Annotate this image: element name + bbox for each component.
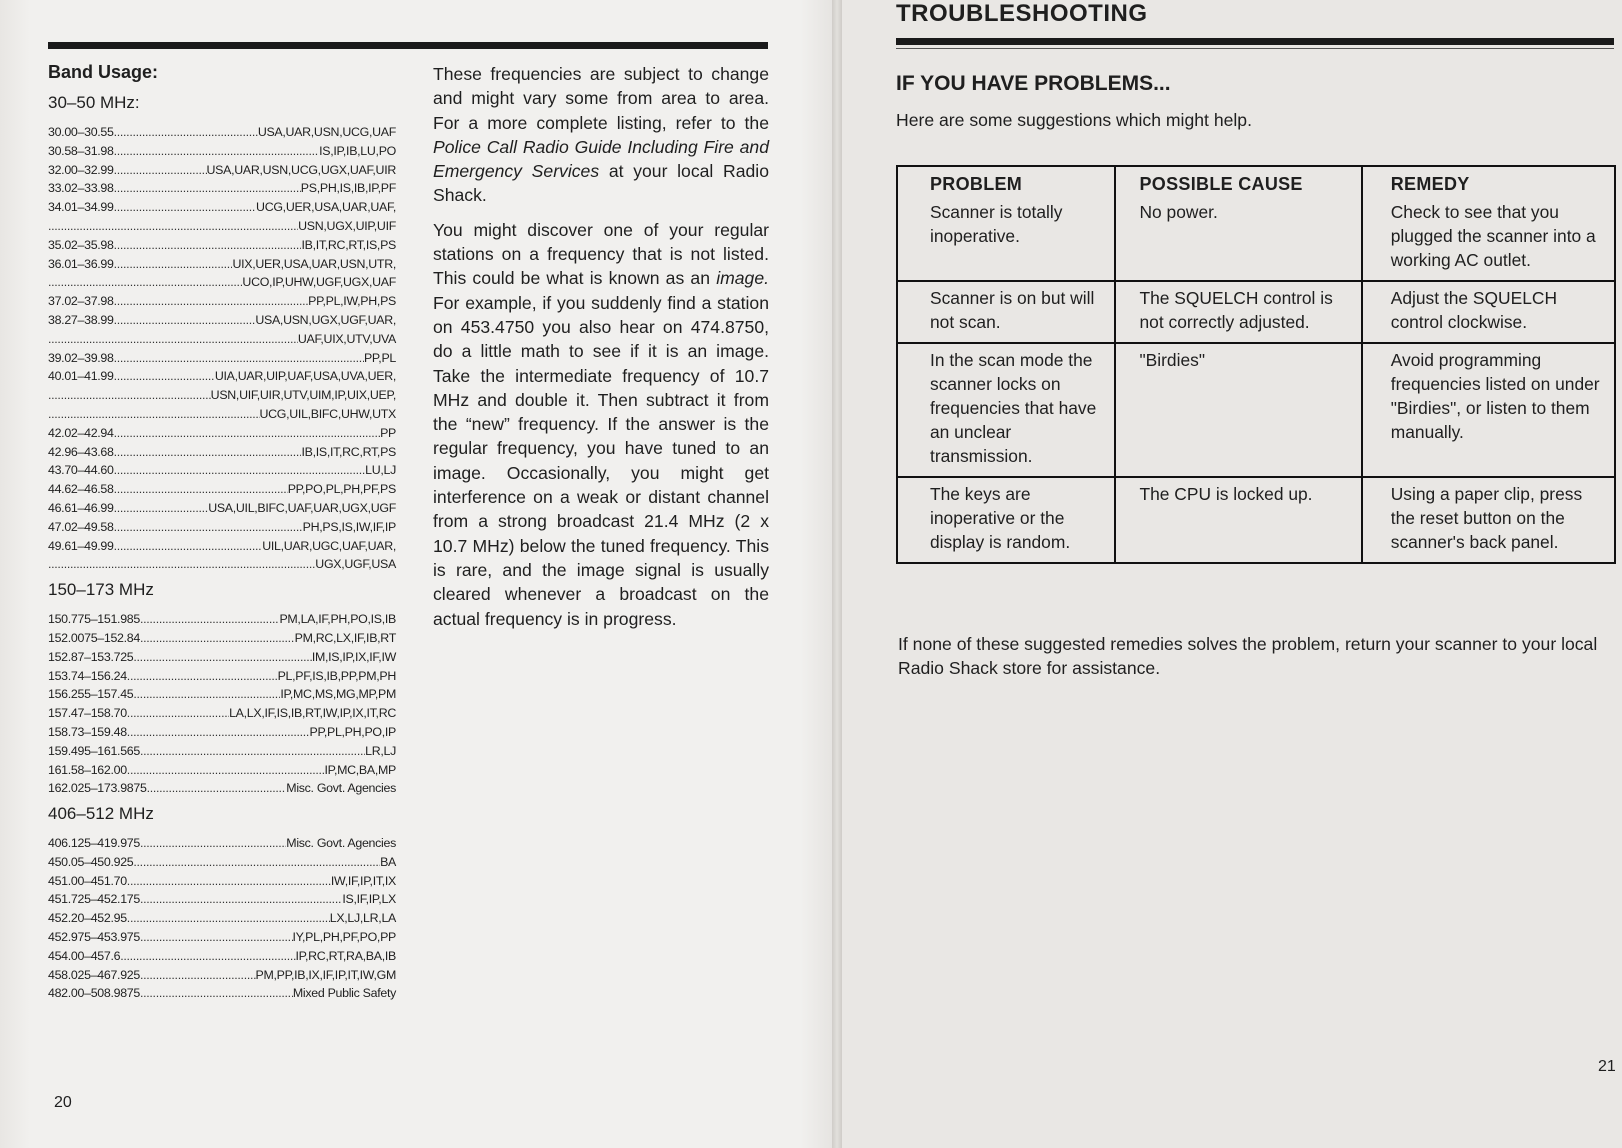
band-row [48,890,396,909]
cell-cause [1115,196,1362,281]
service-codes: PP,PL,PH,PO,IP [309,724,396,739]
service-codes: LU,LJ [365,463,396,478]
cell-remedy [1362,281,1615,343]
dot-leader [114,255,233,274]
band-frequency: 32.00–32.99 [48,162,114,177]
band-row [48,142,396,161]
band-heading: 150–173 MHz [48,580,154,600]
cell-problem [897,343,1115,477]
band-row [48,834,396,853]
band-frequency: 30.58–31.98 [48,143,114,158]
dot-leader [140,742,365,761]
dot-leader [114,537,263,556]
dot-leader [127,667,278,686]
band-row [48,984,396,1003]
paragraph-1-text-b: at your local Radio Shack. [433,161,769,206]
dot-leader [133,648,311,667]
band-frequency: 454.00–457.6 [48,948,121,963]
band-row [48,255,396,274]
service-codes: LX,LJ,LR,LA [329,911,396,926]
service-codes: PM,RC,LX,IF,IB,RT [294,630,396,645]
service-codes: UIX,UER,USA,UAR,USN,UTR, [232,256,396,271]
dot-leader [127,723,310,742]
band-row [48,648,396,667]
service-codes: UIA,UAR,UIP,UAF,USA,UVA,UER, [214,369,396,384]
band-frequency: 152.0075–152.84 [48,630,140,645]
band-row [48,217,396,236]
band-usage-sections [48,93,396,1003]
dot-leader [147,779,287,798]
dot-leader [140,928,293,947]
dot-leader [48,405,260,424]
dot-leader [114,142,320,161]
paragraph-1-text-a: These frequencies are subject to change and might vary some from area to area. For a more complete listing, refer to the [433,64,769,133]
cell-remedy [1362,477,1615,563]
band-row [48,499,396,518]
band-row [48,123,396,142]
band-frequency: 35.02–35.98 [48,237,114,252]
band-row [48,779,396,798]
service-codes: IB,IT,RC,RT,IS,PS [301,237,396,252]
cell-cause [1115,343,1362,477]
dot-leader [114,123,258,142]
paragraph-1-italic: Police Call Radio Guide Including Fire and Emergency Services [433,136,769,182]
service-codes: UCG,UER,USA,UAR,UAF, [256,200,396,215]
intro-text: Here are some suggestions which might help. [896,110,1252,130]
band-frequency: 452.20–452.95 [48,911,127,926]
band-frequency: 482.00–508.9875 [48,986,140,1001]
band-usage-column [48,62,396,1003]
service-codes: USN,UGX,UIP,UIF [298,218,396,233]
table-header-row [897,166,1615,196]
band-frequency: 33.02–33.98 [48,181,114,196]
band-frequency: 38.27–38.99 [48,312,114,327]
band-frequency: 46.61–46.99 [48,500,114,515]
dot-leader [114,518,303,537]
band-row [48,761,396,780]
dot-leader [48,330,298,349]
cell-problem-text: Scanner is totally inoperative. [930,202,1063,246]
band-row [48,480,396,499]
service-codes: IP,RC,RT,RA,BA,IB [295,948,396,963]
service-codes: USN,UIF,UIR,UTV,UIM,IP,UIX,UEP, [210,388,396,403]
cell-cause-text: The SQUELCH control is not correctly adjusted. [1139,288,1333,332]
band-frequency: 44.62–46.58 [48,482,114,497]
band-row [48,928,396,947]
band-frequency: 156.255–157.45 [48,687,134,702]
band-row [48,629,396,648]
band-heading: 30–50 MHz: [48,93,140,112]
band-frequency: 49.61–49.99 [48,538,114,553]
band-row [48,909,396,928]
dot-leader [114,424,380,443]
service-codes: Misc. Govt. Agencies [286,781,396,796]
dot-leader [127,761,325,780]
service-codes: IP,MC,BA,MP [324,762,396,777]
service-codes: PP,PL [363,350,396,365]
dot-leader [140,984,293,1003]
dot-leader [114,311,256,330]
band-row [48,853,396,872]
cell-problem [897,477,1115,563]
service-codes: UIL,UAR,UGC,UAF,UAR, [262,538,396,553]
dot-leader [114,198,256,217]
band-row [48,161,396,180]
page-number-left: 20 [54,1094,72,1111]
band-row [48,966,396,985]
table-row [897,477,1615,563]
dot-leader [114,179,301,198]
table-body [897,196,1615,563]
cell-problem [897,281,1115,343]
band-row [48,198,396,217]
service-codes: USA,UAR,USN,UCG,UAF [257,125,396,139]
dot-leader [114,292,309,311]
band-row [48,311,396,330]
paragraph-1 [433,62,769,208]
band-row [48,518,396,537]
dot-leader [120,947,295,966]
page-number-right: 21 [1598,1058,1616,1075]
header-cause: POSSIBLE CAUSE [1115,166,1362,196]
band-row [48,872,396,891]
dot-leader [133,685,280,704]
band-row [48,367,396,386]
cell-remedy-text: Avoid programming frequencies listed on under "Birdies", or listen to them manually. [1390,350,1600,442]
band-row [48,461,396,480]
paragraph-2-italic: image. [716,268,769,289]
frequency-notes [433,62,769,641]
service-codes: PM,PP,IB,IX,IF,IP,IT,IW,GM [255,967,396,982]
dot-leader [48,273,242,292]
band-frequency: 458.025–467.925 [48,967,140,982]
dot-leader [48,555,315,574]
band-frequency: 451.725–452.175 [48,892,140,907]
dot-leader [127,872,331,891]
band-frequency: 162.025–173.9875 [48,781,147,796]
band-row [48,179,396,198]
band-frequency: 153.74–156.24 [48,668,127,683]
service-codes: LR,LJ [365,743,396,758]
page-title: TROUBLESHOOTING [896,0,1148,27]
troubleshooting-table [896,165,1616,564]
dot-leader [140,966,256,985]
service-codes: IS,IF,IP,LX [342,892,396,907]
cell-problem-text: In the scan mode the scanner locks on frequencies that have an unclear transmission. [930,350,1097,466]
cell-problem [897,196,1115,281]
band-row [48,723,396,742]
band-frequency: 42.02–42.94 [48,425,114,440]
band-frequency: 152.87–153.725 [48,649,134,664]
service-codes: USA,UIL,BIFC,UAF,UAR,UGX,UGF [208,500,396,515]
service-codes: IB,IS,IT,RC,RT,PS [301,444,396,459]
band-frequency: 161.58–162.00 [48,762,127,777]
band-frequency: 43.70–44.60 [48,463,114,478]
band-frequency: 37.02–37.98 [48,294,114,309]
dot-leader [140,890,342,909]
service-codes: Mixed Public Safety [292,986,396,1001]
dot-leader [127,909,330,928]
band-row [48,330,396,349]
service-codes: IS,IP,IB,LU,PO [319,143,396,158]
section-heading: IF YOU HAVE PROBLEMS... [896,72,1171,95]
table-row [897,196,1615,281]
service-codes: PS,PH,IS,IB,IP,PF [300,181,396,196]
dot-leader [114,480,288,499]
header-rule-right-thin [896,48,1614,49]
dot-leader [114,161,207,180]
band-frequency: 158.73–159.48 [48,724,127,739]
service-codes: IW,IF,IP,IT,IX [330,873,396,888]
service-codes: IM,IS,IP,IX,IF,IW [311,649,396,664]
header-rule [48,42,768,49]
band-row [48,555,396,574]
dot-leader [48,386,211,405]
band-frequency: 34.01–34.99 [48,200,114,215]
service-codes: PP,PL,IW,PH,PS [308,294,396,309]
dot-leader [140,834,286,853]
header-rule-right [896,38,1614,45]
dot-leader [114,367,215,386]
band-frequency: 40.01–41.99 [48,369,114,384]
cell-cause [1115,477,1362,563]
band-row [48,443,396,462]
band-frequency: 42.96–43.68 [48,444,114,459]
cell-remedy [1362,343,1615,477]
paragraph-2 [433,218,769,631]
paragraph-2-text-a: You might discover one of your regular stations on a frequency that is not listed. This could be what is known as an [433,219,769,289]
band-frequency: 451.00–451.70 [48,873,127,888]
service-codes: IY,PL,PH,PF,PO,PP [292,930,396,945]
band-row [48,537,396,556]
service-codes: USA,USN,UGX,UGF,UAR, [255,312,396,327]
band-frequency: 39.02–39.98 [48,350,114,365]
service-codes: PP [380,425,396,440]
dot-leader [114,499,209,518]
table-row [897,343,1615,477]
band-row [48,424,396,443]
service-codes: PL,PF,IS,IB,PP,PM,PH [277,668,396,683]
service-codes: BA [380,854,396,869]
band-row [48,349,396,368]
band-row [48,386,396,405]
dot-leader [114,443,302,462]
cell-remedy-text: Using a paper clip, press the reset button on the scanner's back panel. [1390,484,1583,552]
cell-remedy-text: Check to see that you plugged the scanner into a working AC outlet. [1390,202,1596,270]
cell-cause-text: The CPU is locked up. [1139,484,1313,504]
band-row [48,610,396,629]
cell-problem-text: The keys are inoperative or the display is random. [930,484,1071,552]
service-codes: UGX,UGF,USA [315,557,396,572]
band-frequency: 47.02–49.58 [48,519,114,534]
service-codes: PM,LA,IF,PH,PO,IS,IB [279,612,396,627]
band-row [48,292,396,311]
band-frequency: 406.125–419.975 [48,836,140,851]
band-frequency: 159.495–161.565 [48,743,140,758]
band-frequency: 36.01–36.99 [48,256,114,271]
header-remedy: REMEDY [1362,166,1615,196]
service-codes: PH,PS,IS,IW,IF,IP [302,519,396,534]
cell-cause-text: "Birdies" [1139,350,1206,370]
table-row [897,281,1615,343]
band-row [48,685,396,704]
dot-leader [140,629,295,648]
cell-cause [1115,281,1362,343]
band-frequency: 450.05–450.925 [48,854,134,869]
dot-leader [133,853,380,872]
cell-cause-text: No power. [1139,202,1218,222]
band-row [48,704,396,723]
cell-problem-text: Scanner is on but will not scan. [930,288,1095,332]
dot-leader [114,461,366,480]
service-codes: UCG,UIL,BIFC,UHW,UTX [259,406,396,421]
service-codes: LA,LX,IF,IS,IB,RT,IW,IP,IX,IT,RC [229,706,396,721]
band-row [48,405,396,424]
service-codes: UAF,UIX,UTV,UVA [297,331,396,346]
header-problem: PROBLEM [897,166,1115,196]
service-codes: PP,PO,PL,PH,PF,PS [287,482,396,497]
cell-remedy [1362,196,1615,281]
closing-text: If none of these suggested remedies solves the problem, return your scanner to your local Radio Shack store for assistance. [898,634,1598,679]
service-codes: Misc. Govt. Agencies [286,836,396,851]
service-codes: UCO,IP,UHW,UGF,UGX,UAF [242,275,396,290]
band-usage-title: Band Usage: [48,62,159,82]
band-frequency: 157.47–158.70 [48,706,127,721]
band-row [48,947,396,966]
band-row [48,236,396,255]
band-row [48,742,396,761]
dot-leader [127,704,229,723]
band-heading: 406–512 MHz [48,804,154,824]
band-row [48,667,396,686]
dot-leader [140,610,279,629]
dot-leader [48,217,298,236]
cell-remedy-text: Adjust the SQUELCH control clockwise. [1390,288,1557,332]
band-frequency: 150.775–151.985 [48,612,140,627]
band-row [48,273,396,292]
band-frequency: 30.00–30.55 [48,125,114,139]
service-codes: IP,MC,MS,MG,MP,PM [280,687,396,702]
dot-leader [114,349,364,368]
dot-leader [114,236,302,255]
service-codes: USA,UAR,USN,UCG,UGX,UAF,UIR [206,162,396,177]
paragraph-2-text-b: For example, if you suddenly find a station on 453.4750 you also hear on 474.8750, do a little math to see if it is an image. Take the intermediate frequency of 10.7 MHz and double it. Then subtract it from the “new” frequency. If the answer is the regular frequency, you have tuned to an image. Occasionally, you might get interference on a weak or distant channel from a strong broadcast 21.4 MHz (2 x 10.7 MHz) below the tuned frequency. This is rare, and the image signal is usually cleared whenever a broadcast on the actual frequency is in progress. [433,292,769,629]
band-frequency: 452.975–453.975 [48,930,140,945]
